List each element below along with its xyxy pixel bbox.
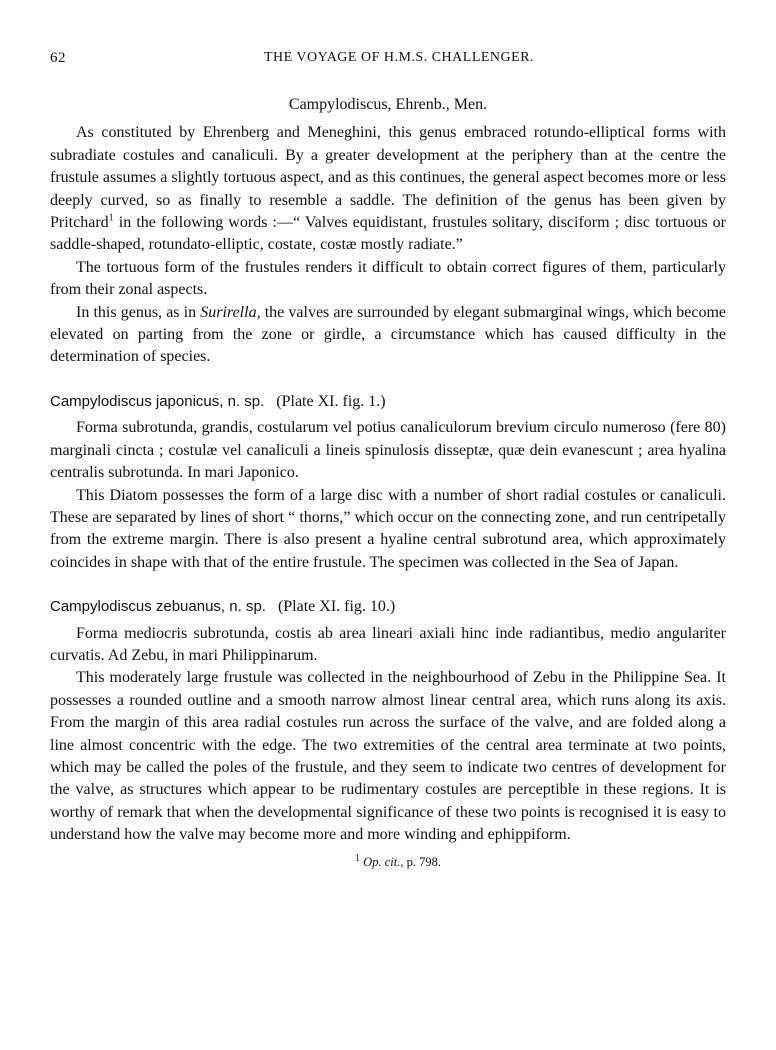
footnote-ref: 1 [108, 212, 114, 224]
species-2-plate: (Plate XI. fig. 10.) [277, 598, 396, 616]
species-1-heading [50, 391, 726, 413]
page-number: 62 [50, 50, 66, 66]
running-title: THE VOYAGE OF H.M.S. CHALLENGER. [263, 50, 535, 65]
page-body [50, 94, 726, 873]
footnote-citation: Op. cit., [363, 854, 404, 869]
genus-heading: Campylodiscus, Ehrenb., Men. [288, 96, 488, 113]
genus-p3-text-cont: the valves are surrounded by elegant submarginal wings, which become elevated on parting from the zone or girdle, a circumstance which has caused difficulty in the determination of species. [50, 303, 727, 366]
genus-p3-italic: Surirella, [200, 303, 261, 321]
genus-p1-text-cont: in the following words :—“ Valves equidistant, frustules solitary, disciform ; disc tortuous or saddle-shaped, rotundato-elliptic, costate, costæ mostly radiate.” [50, 214, 726, 254]
running-header [50, 50, 728, 70]
species-2-heading [50, 596, 726, 618]
species-2-description: This moderately large frustule was collected in the neighbourhood of Zebu in the Philippine Sea. It possesses a rounded outline and a smooth narrow almost linear central area, which runs along its axis. From the margin of this area radial costules run across the surface of the valve, and are folded along a line almost concentric with the edge. The two extremities of the central area terminate at two points, which may be called the poles of the frustule, and they seem to indicate two centres of development for the valve, as structures which appear to be rudimentary costules are perceptible in these regions. It is worthy of remark that when the developmental significance of these two points is recognised it is easy to understand how the valve may become more and more winding and ephippiform. [50, 669, 726, 844]
genus-paragraph-2: The tortuous form of the frustules renders it difficult to obtain correct figures of them, particularly from their zonal aspects. [50, 258, 726, 299]
species-1-description: This Diatom possesses the form of a large disc with a number of short radial costules or canaliculi. These are separated by lines of short “ thorns,” which occur on the connecting zone, and run centripetally from the extreme margin. There is also present a hyaline central subrotund area, which approximately coincides in shape with that of the entire frustule. The specimen was collected in the Sea of Japan. [50, 486, 726, 571]
genus-p1-text: As constituted by Ehrenberg and Meneghini, this genus embraced rotundo-elliptical forms with subradiate costules and canaliculi. By a greater development at the periphery than at the centre the frustule assumes a slightly tortuous aspect, and as this continues, the general aspect becomes more or less deeply curved, so as finally to resemble a saddle. The definition of the genus has been given by Pritchard [50, 124, 726, 232]
species-2-latin: Forma mediocris subrotunda, costis ab area lineari axiali hinc inde radiantibus, medio angulariter curvatis. Ad Zebu, in mari Philippinarum. [50, 624, 726, 664]
species-1-name: Campylodiscus japonicus, n. sp. [50, 392, 265, 410]
genus-p3-text: In this genus, as in [76, 303, 201, 321]
species-2-name: Campylodiscus zebuanus, n. sp. [50, 598, 266, 616]
species-1-plate: (Plate XI. fig. 1.) [276, 392, 386, 410]
genus-paragraph-3 [50, 302, 726, 369]
footnote [50, 851, 726, 873]
footnote-page: p. 798. [403, 854, 441, 869]
genus-paragraph-1 [50, 122, 726, 256]
species-1-latin: Forma subrotunda, grandis, costularum vel potius canaliculorum brevium circulo numeroso (fere 80) marginali cincta ; costulæ vel canaliculi a lineis spinulosis disseptæ, quæ dein evanescunt ; area hyalina centralis subrotunda. In mari Japonico. [50, 419, 726, 482]
footnote-marker: 1 [355, 852, 361, 864]
